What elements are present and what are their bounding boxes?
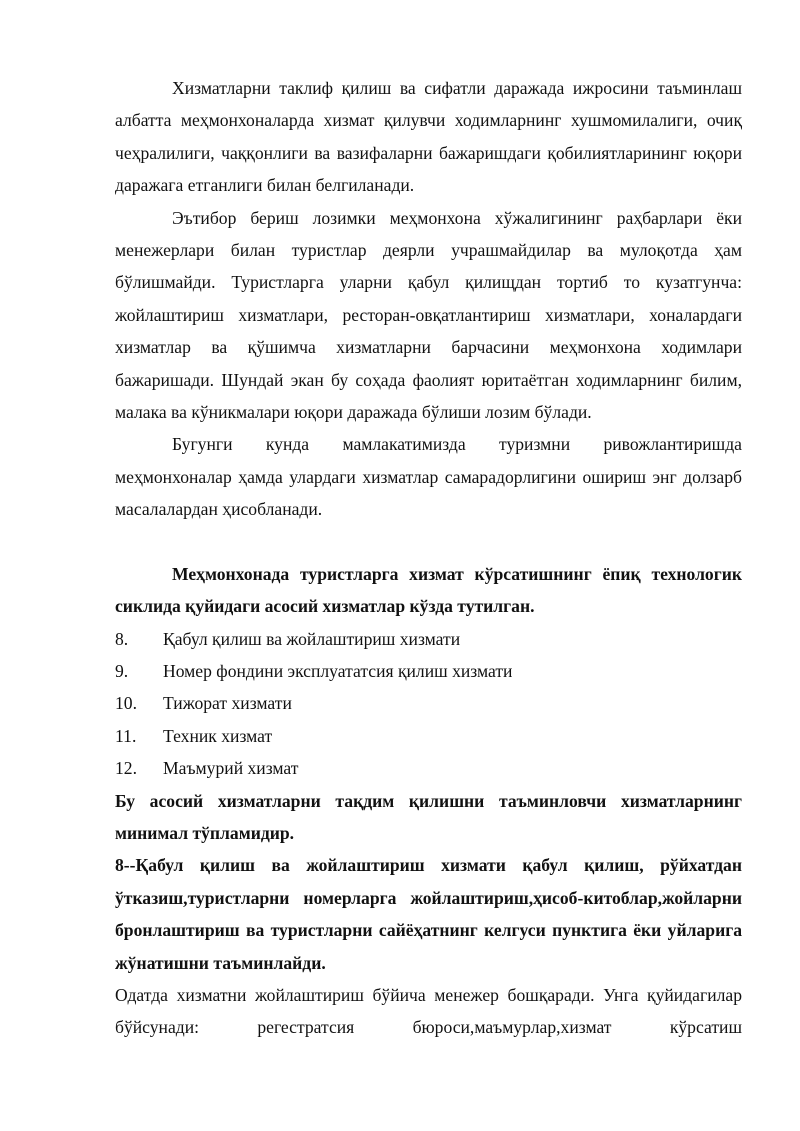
services-list xyxy=(115,623,742,785)
list-item-number: 12. xyxy=(115,758,137,779)
list-item-number: 11. xyxy=(115,725,137,746)
reception-service-description: 8--Қабул қилиш ва жойлаштириш хизмати қабул қилиш, рўйхатдан ўтказиш,туристларни номерларга жойлаштириш,ҳисоб-китоблар,жойларни бронлаштириш ва туристларни сайёҳатнинг келгуси пунктига ёки уйларига жўнатишни таъминлайди. xyxy=(115,855,742,973)
list-item-text: Тижорат хизмати xyxy=(163,693,292,714)
summary-paragraph: Бу асосий хизматларни тақдим қилишни таъминловчи хизматларнинг минимал тўпламидир. xyxy=(115,790,742,843)
list-item xyxy=(115,687,742,719)
list-item-number: 9. xyxy=(115,660,129,681)
list-item xyxy=(115,623,742,655)
paragraph-attention: Эътибор бериш лозимки меҳмонхона хўжалигининг раҳбарлари ёки менежерлари билан туристлар деярли учрашмайдилар ва мулоқотда ҳам бўлишмайди. Туристларга уларни қабул қилищдан тортиб то кузатгунча: жойлаштириш хизматлари, ресторан-овқатлантириш хизматлари, хоналардаги хизматлар ва қўшимча хизматларни барчасини меҳмонхона ходимлари бажаришади. Шундай экан бу соҳада фаолият юритаётган ходимларнинг билим, малака ва кўникмалари юқори даражада бўлиши лозим бўлади. xyxy=(115,207,742,423)
list-item-text: Маъмурий хизмат xyxy=(163,758,299,779)
closing-paragraph: Одатда хизматни жойлаштириш бўйича менежер бошқаради. Унга қуйидагилар бўйсунади: регестратсия бюроси,маъмурлар,хизмат кўрсатиш xyxy=(115,984,742,1038)
paragraph-today: Бугунги кунда мамлакатимизда туризмни ривожлантиришда меҳмонхоналар ҳамда улардаги хизматлар самарадорлигини ошириш энг долзарб масалалардан ҳисобланади. xyxy=(115,434,742,520)
section-heading: Меҳмонхонада туристларга хизмат кўрсатишнинг ёпиқ технологик сиклида қуйидаги асосий хизматлар кўзда тутилган. xyxy=(115,563,742,617)
list-item-text: Техник хизмат xyxy=(163,725,273,746)
list-item-text: Номер фондини эксплуататсия қилиш хизмати xyxy=(163,660,513,681)
blank-line xyxy=(115,526,742,558)
list-item xyxy=(115,655,742,687)
list-item xyxy=(115,752,742,784)
list-item xyxy=(115,720,742,752)
list-item-number: 10. xyxy=(115,693,137,714)
paragraph-intro: Хизматларни таклиф қилиш ва сифатли даражада ижросини таъминлаш албатта меҳмонхоналарда хизмат қилувчи ходимларнинг хушмомилалиги, очиқ чеҳралилиги, чаққонлиги ва вазифаларни бажаришдаги қобилиятларининг юқори даражага етганлиги билан белгиланади. xyxy=(115,78,742,196)
list-item-number: 8. xyxy=(115,628,129,649)
document-page xyxy=(115,72,742,1044)
list-item-text: Қабул қилиш ва жойлаштириш хизмати xyxy=(163,628,461,649)
